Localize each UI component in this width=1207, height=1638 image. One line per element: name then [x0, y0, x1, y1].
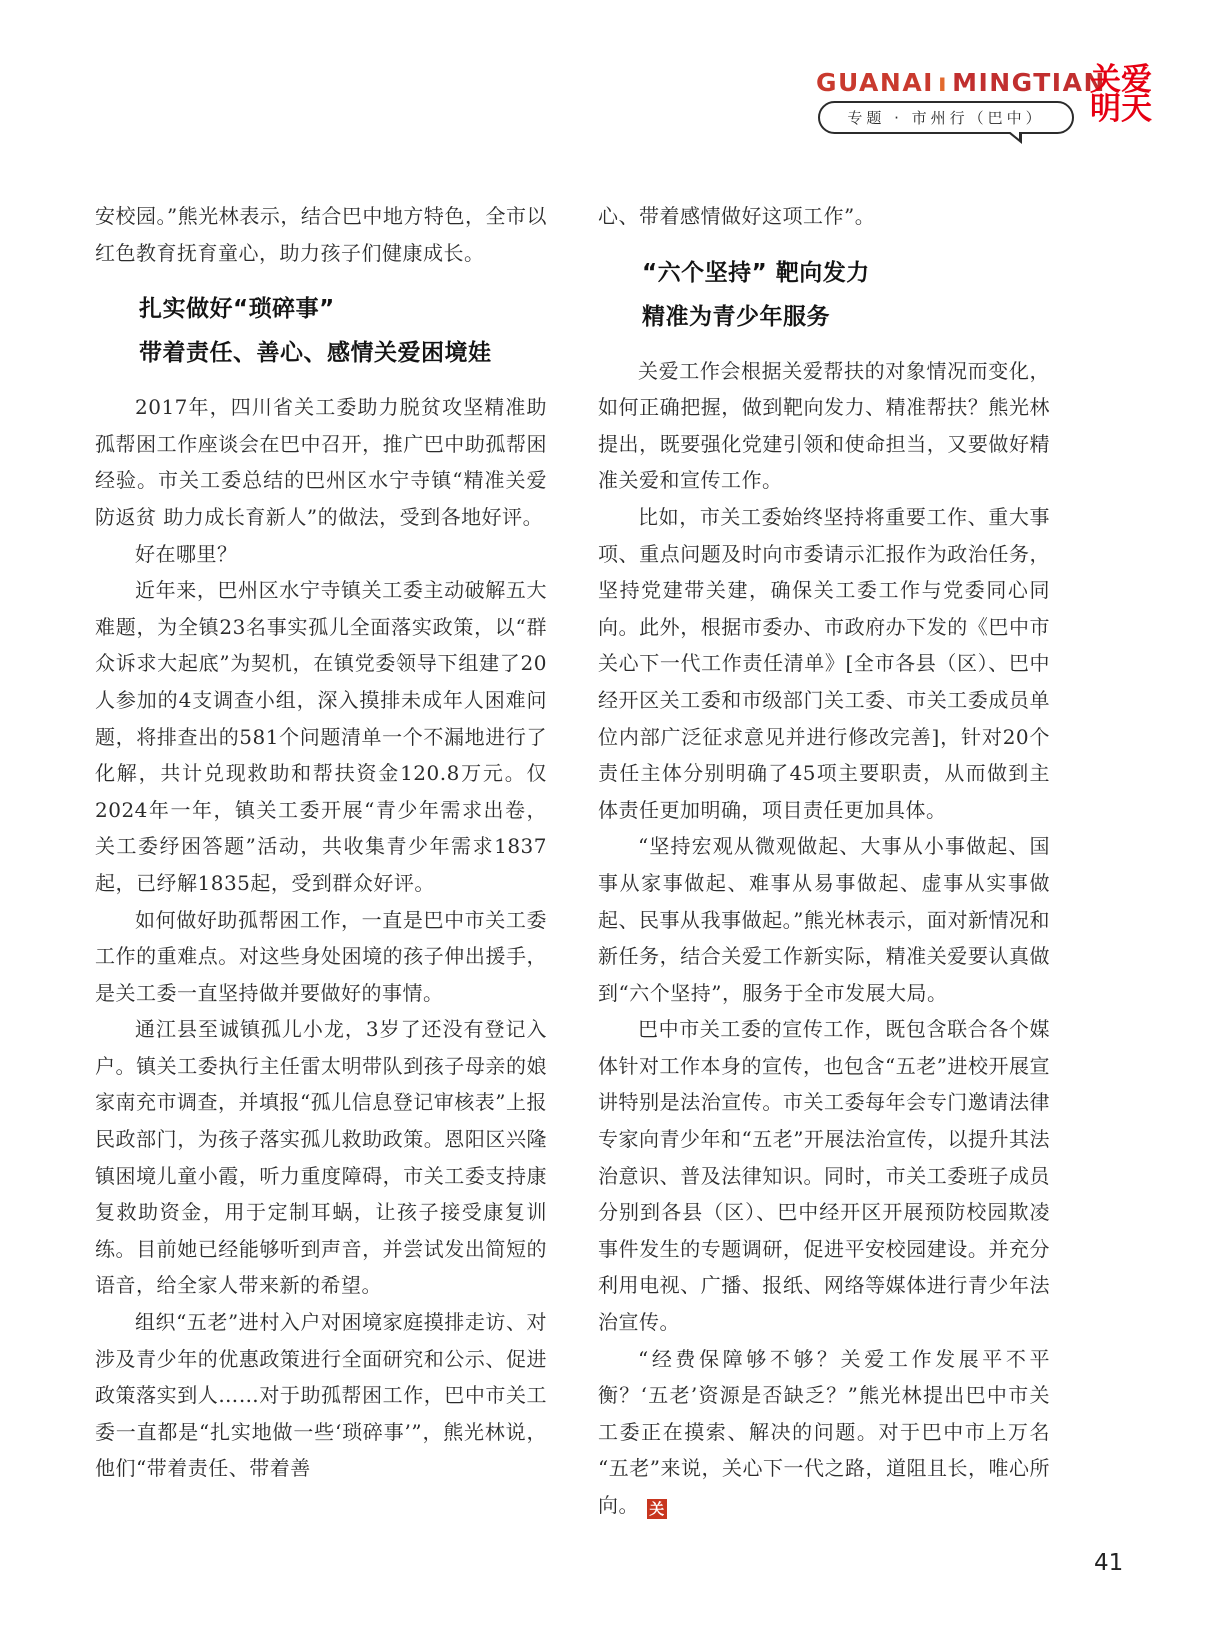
brand-wordmark-separator: ı: [937, 68, 949, 97]
brand-wordmark-left: GUANAI: [816, 68, 934, 97]
page-number: 41: [1094, 1550, 1124, 1576]
brand-wordmark: [816, 68, 1106, 97]
section-heading-right-line1: “六个坚持” 靶向发力: [642, 259, 870, 286]
paragraph-continuation: 心、带着感情做好这项工作”。: [598, 204, 876, 228]
article-column-right: [598, 198, 1050, 1524]
section-heading-left: [139, 287, 547, 375]
paragraph-continuation: 安校园。”熊光林表示，结合巴中地方特色，全市以红色教育抚育童心，助力孩子们健康成长。: [95, 204, 547, 265]
paragraph: 巴中市关工委的宣传工作，既包含联合各个媒体针对工作本身的宣传，也包含“五老”进校开展宣讲特别是法治宣传。市关工委每年会专门邀请法律专家向青少年和“五老”开展法治宣传，以提升其法治意识、普及法律知识。同时，市关工委班子成员分别到各县（区）、巴中经开区开展预防校园欺凌事件发生的专题调研，促进平安校园建设。并充分利用电视、广播、报纸、网络等媒体进行青少年法治宣传。: [598, 1017, 1050, 1335]
section-heading-right-line2: 精准为青少年服务: [642, 303, 830, 330]
section-heading-left-line1: 扎实做好“琐碎事”: [139, 296, 335, 323]
paragraph: 关爱工作会根据关爱帮扶的对象情况而变化，如何正确把握，做到靶向发力、精准帮扶？熊光林提出，既要强化党建引领和使命担当，又要做好精准关爱和宣传工作。: [598, 358, 1050, 493]
section-heading-right: [642, 251, 1050, 339]
paragraph: 好在哪里？: [135, 541, 238, 566]
paragraph-final-text: “经费保障够不够？关爱工作发展平不平衡？‘五老’资源是否缺乏？”熊光林提出巴中市关工委正在摸索、解决的问题。对于巴中市上万名“五老”来说，关心下一代之路，道阻且长，唯心所向。: [598, 1346, 1050, 1517]
magazine-logo-line2: 明天: [1090, 91, 1152, 127]
section-heading-left-line2: 带着责任、善心、感情关爱困境娃: [139, 340, 492, 367]
section-bubble-label: 专题 · 市州行（巴中）: [847, 109, 1045, 127]
paragraph-final: [598, 1341, 1050, 1524]
article-end-mark: 关: [647, 1499, 667, 1519]
section-bubble: [818, 101, 1074, 134]
paragraph: 通江县至诚镇孤儿小龙，3岁了还没有登记入户。镇关工委执行主任雷太明带队到孩子母亲的娘家南充市调查，并填报“孤儿信息登记审核表”上报民政部门，为孩子落实孤儿救助政策。恩阳区兴隆镇困境儿童小霞，听力重度障碍，市关工委支持康复救助资金，用于定制耳蜗，让孩子接受康复训练。目前她已经能够听到声音，并尝试发出简短的语音，给全家人带来新的希望。: [95, 1017, 547, 1298]
article-column-left: [95, 198, 547, 1487]
paragraph: 如何做好助孤帮困工作，一直是巴中市关工委工作的重难点。对这些身处困境的孩子伸出援手，是关工委一直坚持做并要做好的事情。: [95, 907, 547, 1005]
paragraph: 近年来，巴州区水宁寺镇关工委主动破解五大难题，为全镇23名事实孤儿全面落实政策，以“群众诉求大起底”为契机，在镇党委领导下组建了20人参加的4支调查小组，深入摸排未成年人困难问题，将排查出的581个问题清单一个不漏地进行了化解，共计兑现救助和帮扶资金120.8万元。仅2024年一年，镇关工委开展“青少年需求出卷，关工委纾困答题”活动，共收集青少年需求1837起，已纾解1835起，受到群众好评。: [95, 578, 547, 895]
magazine-logo-line1: 关爱: [1090, 62, 1152, 98]
paragraph: 组织“五老”进村入户对困境家庭摸排走访、对涉及青少年的优惠政策进行全面研究和公示、促进政策落实到人……对于助孤帮困工作，巴中市关工委一直都是“扎实地做一些‘琐碎事’”，熊光林说，他们“带着责任、带着善: [95, 1310, 547, 1481]
paragraph: “坚持宏观从微观做起、大事从小事做起、国事从家事做起、难事从易事做起、虚事从实事做起、民事从我事做起。”熊光林表示，面对新情况和新任务，结合关爱工作新实际，精准关爱要认真做到“六个坚持”，服务于全市发展大局。: [598, 834, 1050, 1005]
magazine-logo: [1090, 62, 1152, 127]
paragraph: 2017年，四川省关工委助力脱贫攻坚精准助孤帮困工作座谈会在巴中召开，推广巴中助孤帮困经验。市关工委总结的巴州区水宁寺镇“精准关爱防返贫 助力成长育新人”的做法，受到各地好评。: [95, 395, 547, 529]
brand-wordmark-right: MINGTIAN: [952, 68, 1106, 97]
paragraph: 比如，市关工委始终坚持将重要工作、重大事项、重点问题及时向市委请示汇报作为政治任务，坚持党建带关建，确保关工委工作与党委同心同向。此外，根据市委办、市政府办下发的《巴中市关心下一代工作责任清单》[全市各县（区）、巴中经开区关工委和市级部门关工委、市关工委成员单位内部广泛征求意见并进行修改完善]，针对20个责任主体分别明确了45项主要职责，从而做到主体责任更加明确，项目责任更加具体。: [598, 504, 1050, 822]
